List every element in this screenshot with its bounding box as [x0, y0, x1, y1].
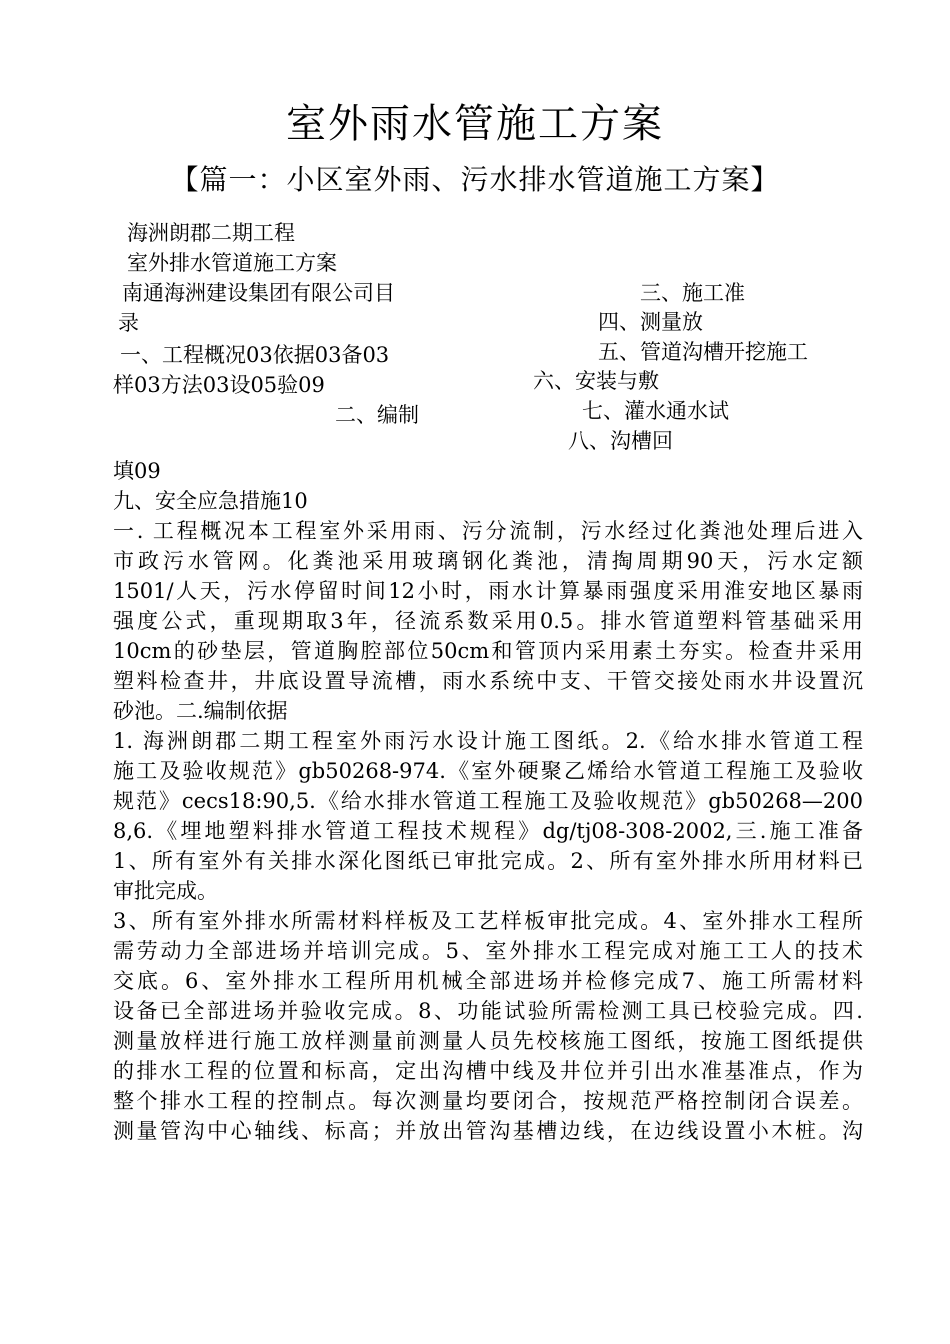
body-line: 1、所有室外有关排水深化图纸已审批完成。2、所有室外排水所用材料已 — [113, 849, 863, 873]
body-line: 塑料检查井，井底设置导流槽，雨水系统中支、干管交接处雨水井设置沉 — [113, 669, 863, 693]
body-line: 砂池。二.编制依据 — [113, 699, 288, 723]
body-line: 强度公式，重现期取3年，径流系数采用0.5。排水管道塑料管基础采用 — [113, 609, 863, 633]
toc-right-line: 五、管道沟槽开挖施工 — [598, 340, 808, 364]
toc-left-line: 样03方法03设05验09 — [113, 373, 325, 397]
page-title: 室外雨水管施工方案 — [286, 101, 664, 147]
toc-left-line: 录 — [118, 311, 139, 335]
body-line: 审批完成。 — [113, 879, 218, 903]
toc-tail-line: 九、安全应急措施10 — [113, 489, 308, 513]
toc-left-line: 二、编制 — [335, 403, 419, 427]
toc-right-line: 三、施工准 — [640, 281, 745, 305]
body-line: 测量放样进行施工放样测量前测量人员先校核施工图纸，按施工图纸提供 — [113, 1029, 863, 1053]
toc-left-line: 海洲朗郡二期工程 — [127, 221, 295, 245]
body-text — [113, 516, 863, 1146]
body-line: 8,6.《埋地塑料排水管道工程技术规程》dg/tj08-308-2002,三.施工准备 — [113, 819, 863, 843]
toc-right-line: 六、安装与敷 — [533, 369, 659, 393]
body-line: 整个排水工程的控制点。每次测量均要闭合，按规范严格控制闭合误差。 — [113, 1089, 863, 1113]
toc-left-line: 室外排水管道施工方案 — [127, 251, 337, 275]
body-line: 1. 海洲朗郡二期工程室外雨污水设计施工图纸。2.《给水排水管道工程 — [113, 729, 863, 753]
body-line: 一. 工程概况本工程室外采用雨、污分流制，污水经过化粪池处理后进入 — [113, 519, 863, 543]
body-line: 10cm的砂垫层，管道胸腔部位50cm和管顶内采用素土夯实。检查井采用 — [113, 639, 863, 663]
page-subtitle: 【篇一：小区室外雨、污水排水管道施工方案】 — [170, 163, 780, 196]
body-line: 需劳动力全部进场并培训完成。5、室外排水工程完成对施工工人的技术 — [113, 939, 863, 963]
body-line: 设备已全部进场并验收完成。8、功能试验所需检测工具已校验完成。四. — [113, 999, 863, 1023]
body-line: 测量管沟中心轴线、标高；并放出管沟基槽边线，在边线设置小木桩。沟 — [113, 1119, 863, 1143]
body-line: 的排水工程的位置和标高，定出沟槽中线及井位并引出水准基准点，作为 — [113, 1059, 863, 1083]
body-line: 交底。6、室外排水工程所用机械全部进场并检修完成7、施工所需材料 — [113, 969, 863, 993]
toc-left-line: 南通海洲建设集团有限公司目 — [122, 281, 395, 305]
toc-left-line: 一、工程概况03依据03备03 — [120, 343, 390, 367]
body-line: 1501/人天，污水停留时间12小时，雨水计算暴雨强度采用淮安地区暴雨 — [113, 579, 863, 603]
body-line: 规范》cecs18:90,5.《给水排水管道工程施工及验收规范》gb50268—200 — [113, 789, 863, 813]
body-line: 施工及验收规范》gb50268-974.《室外硬聚乙烯给水管道工程施工及验收 — [113, 759, 863, 783]
toc-right-line: 七、灌水通水试 — [582, 399, 729, 423]
toc-right-line: 四、测量放 — [598, 310, 703, 334]
body-line: 3、所有室外排水所需材料样板及工艺样板审批完成。4、室外排水工程所 — [113, 909, 863, 933]
body-line: 市政污水管网。化粪池采用玻璃钢化粪池，清掏周期90天，污水定额 — [113, 549, 863, 573]
toc-right-line: 八、沟槽回 — [568, 429, 673, 453]
toc-tail-line: 填09 — [113, 459, 161, 483]
